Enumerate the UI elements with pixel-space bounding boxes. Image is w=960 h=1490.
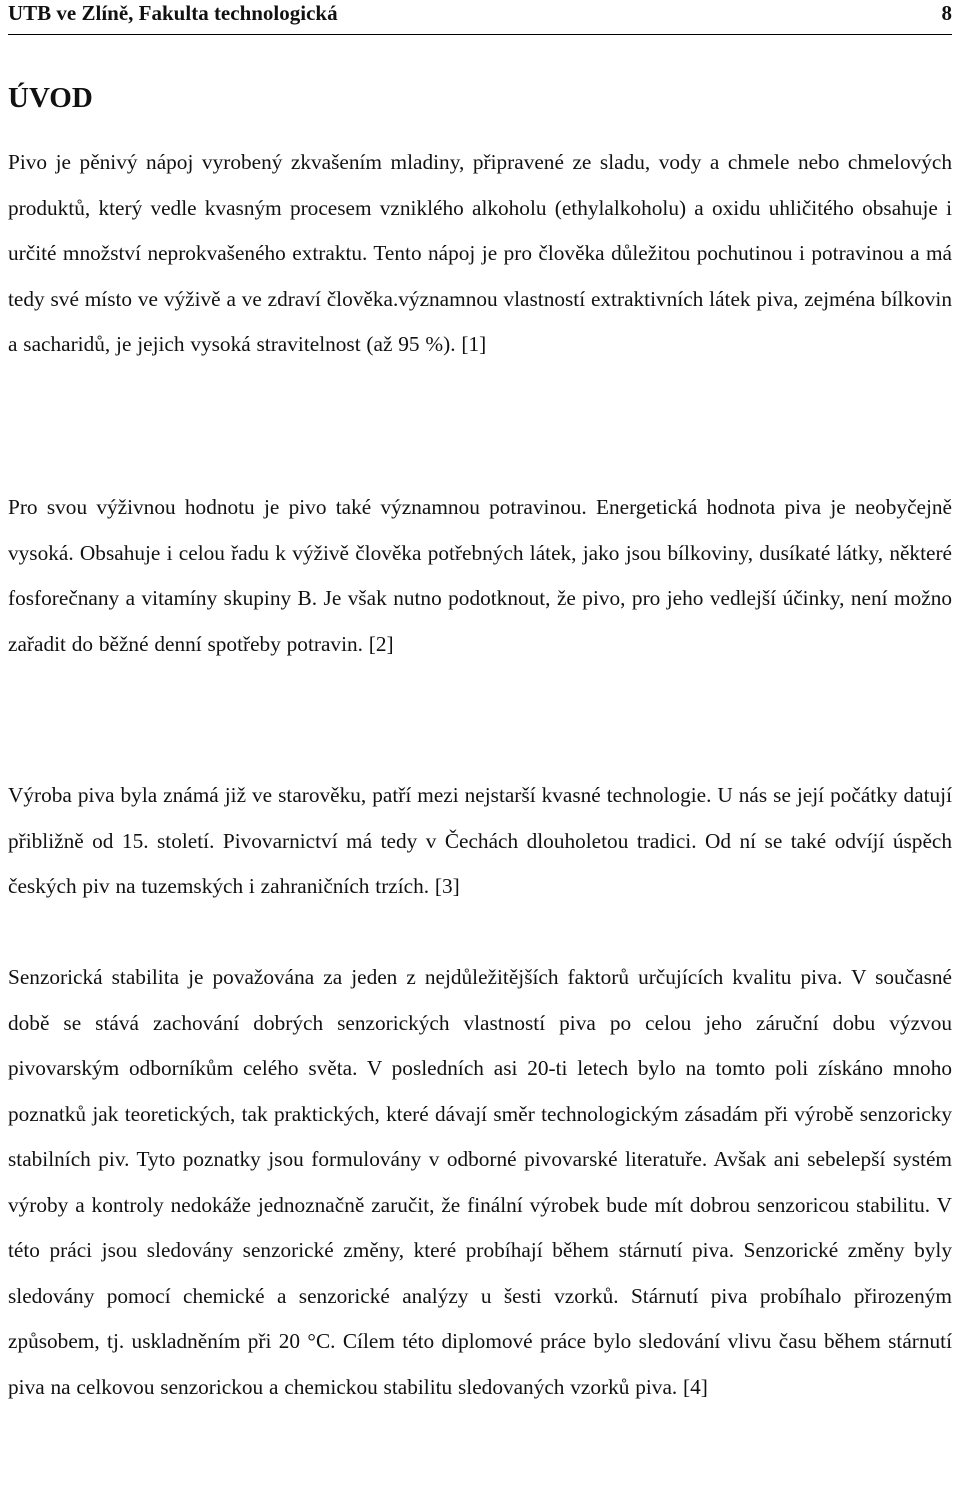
header-institution: UTB ve Zlíně, Fakultа technologická: [8, 1, 338, 25]
paragraph-history: Výroba piva byla známá již ve starověku, patří mezi nejstarší kvasné technologie. U nás se její počátky datují přibližně od 15. století. Pivovarnictví má tedy v Čechách dlouholetou tradici. Od ní se také odvíjí úspěch českých piv na tuzemských i zahraničních trzích. [3]: [8, 783, 952, 898]
page-header: [8, 0, 952, 35]
paragraph-intro: Pivo je pěnivý nápoj vyrobený zkvašením mladiny, připravené ze sladu, vody a chmele nebo chmelových produktů, který vedle kvasným procesem vzniklého alkoholu (ethylalkoholu) a oxidu uhličitého obsahuje i určité množství neprokvašeného extraktu. Tento nápoj je pro člověka důležitou pochutinou i potravinou a má tedy své místo ve výživě a ve zdraví člověka.významnou vlastností extraktivních látek piva, zejména bílkovin a sacharidů, je jejich vysoká stravitelnost (až 95 %). [1]: [8, 150, 952, 356]
paragraph-sensory-stability: Senzorická stabilita je považována za jeden z nejdůležitějších faktorů určujících kvalitu piva. V současné době se stává zachování dobrých senzorických vlastností piva po celou jeho záruční dobu výzvou pivovarským odborníkům celého světa. V posledních asi 20-ti letech bylo na tomto poli získáno mnoho poznatků jak teoretických, tak praktických, které dávají směr technologickým zásadám při výrobě senzoricky stabilních piv. Tyto poznatky jsou formulovány v odborné pivovarské literatuře. Avšak ani sebelepší systém výroby a kontroly nedokáže jednoznačně zaručit, že finální výrobek bude mít dobrou senzoricou stabilitu. V této práci jsou sledovány senzorické změny, které probíhají během stárnutí piva. Senzorické změny byly sledovány pomocí chemické a senzorické analýzy u šesti vzorků. Stárnutí piva probíhalo přirozeným způsobem, tj. uskladněním při 20 °C. Cílem této diplomové práce bylo sledování vlivu času během stárnutí piva na celkovou senzorickou a chemickou stabilitu sledovaných vzorků piva. [4]: [8, 965, 952, 1399]
section-heading: ÚVOD: [8, 82, 93, 114]
page-number: 8: [941, 1, 952, 25]
paragraph-nutrition: Pro svou výživnou hodnotu je pivo také významnou potravinou. Energetická hodnota piva je neobyčejně vysoká. Obsahuje i celou řadu k výživě člověka potřebných látek, jako jsou bílkoviny, dusíkaté látky, některé fosforečnany a vitamíny skupiny B. Je však nutno podotknout, že pivo, pro jeho vedlejší účinky, není možno zařadit do běžné denní spotřeby potravin. [2]: [8, 495, 952, 656]
